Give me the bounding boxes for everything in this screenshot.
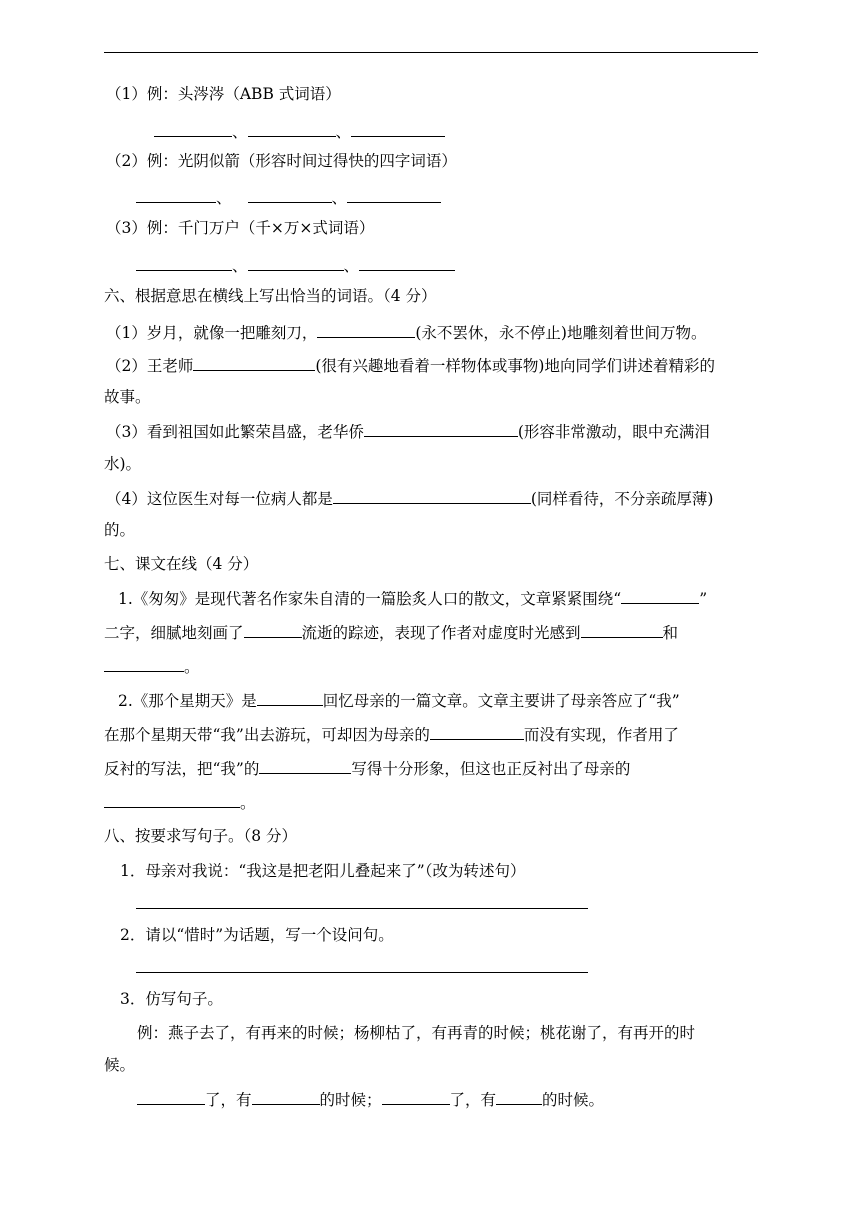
- s5-item-1: （1）例：头涔涔（ABB 式词语）: [106, 85, 341, 103]
- s7-p2-line2: 在那个星期天带“我”出去游玩，可却因为母亲的 而没有实现，作者用了: [104, 723, 679, 746]
- s8-q2: 2．请以“惜时”为话题，写一个设问句。: [120, 926, 394, 944]
- s7-p1-line2: 二字，细腻地刻画了 流逝的踪迹，表现了作者对虚度时光感到 和: [104, 621, 678, 644]
- s8-example-line2: 候。: [104, 1056, 136, 1074]
- blank[interactable]: [244, 621, 302, 638]
- blank[interactable]: [154, 120, 232, 137]
- s5-item-3: （3）例：千门万户（千×万×式词语）: [106, 219, 375, 237]
- s5-item-2: （2）例：光阴似箭（形容时间过得快的四字词语）: [106, 152, 457, 170]
- blank[interactable]: [248, 120, 336, 137]
- s8-imitation-line: 了，有 的时候； 了，有 的时候。: [137, 1088, 604, 1111]
- s7-p2-line4: 。: [104, 791, 256, 814]
- blank[interactable]: [364, 420, 518, 437]
- s8-q1-answer-line[interactable]: [136, 908, 588, 909]
- blank[interactable]: [259, 757, 351, 774]
- s7-p1-line1: 1.《匆匆》是现代著名作家朱自清的一篇脍炙人口的散文，文章紧紧围绕“ ”: [118, 587, 707, 610]
- blank[interactable]: [351, 120, 445, 137]
- s6-title: 六、根据意思在横线上写出恰当的词语。（4 分）: [104, 287, 437, 305]
- s7-p2-line1: 2.《那个星期天》是 回忆母亲的一篇文章。文章主要讲了母亲答应了“我”: [118, 689, 680, 712]
- s8-q2-answer-line[interactable]: [136, 972, 588, 973]
- s6-q3: （3）看到祖国如此繁荣昌盛，老华侨 (形容非常激动，眼中充满泪: [106, 420, 710, 443]
- blank[interactable]: [496, 1088, 542, 1105]
- s6-q2: （2）王老师 (很有兴趣地看着一样物体或事物)地向同学们讲述着精彩的: [106, 354, 715, 377]
- blank[interactable]: [333, 487, 531, 504]
- s6-q4-cont: 的。: [104, 521, 136, 539]
- blank[interactable]: [581, 621, 663, 638]
- s8-example-line1: 例：燕子去了，有再来的时候；杨柳枯了，有再青的时候；桃花谢了，有再开的时: [137, 1024, 696, 1042]
- blank[interactable]: [621, 587, 699, 604]
- blank[interactable]: [137, 1088, 205, 1105]
- s7-title: 七、课文在线（4 分）: [104, 555, 259, 573]
- blank[interactable]: [347, 186, 441, 203]
- blank[interactable]: [317, 321, 415, 338]
- blank[interactable]: [359, 254, 455, 271]
- blank[interactable]: [136, 254, 232, 271]
- blank[interactable]: [248, 254, 344, 271]
- s6-q3-cont: 水)。: [104, 455, 142, 473]
- s6-q2-cont: 故事。: [104, 388, 151, 406]
- blank[interactable]: [382, 1088, 450, 1105]
- s7-p2-line3: 反衬的写法，把“我”的 写得十分形象，但这也正反衬出了母亲的: [104, 757, 630, 780]
- s8-q1: 1．母亲对我说：“我这是把老阳儿叠起来了”（改为转述句）: [120, 862, 526, 880]
- s5-item-3-blanks: 、 、: [136, 254, 455, 277]
- blank[interactable]: [136, 186, 216, 203]
- header-rule: [104, 52, 758, 53]
- s5-item-2-blanks: 、 、: [136, 186, 441, 209]
- blank[interactable]: [104, 791, 240, 808]
- s7-p1-line3: 。: [104, 655, 200, 678]
- s5-item-1-blanks: 、 、: [154, 120, 445, 143]
- s6-q4: （4）这位医生对每一位病人都是 (同样看待，不分亲疏厚薄): [106, 487, 713, 510]
- s8-title: 八、按要求写句子。（8 分）: [104, 827, 298, 845]
- s8-q3: 3．仿写句子。: [120, 990, 223, 1008]
- blank[interactable]: [193, 354, 315, 371]
- blank[interactable]: [430, 723, 524, 740]
- blank[interactable]: [248, 186, 332, 203]
- blank[interactable]: [252, 1088, 320, 1105]
- blank[interactable]: [104, 655, 184, 672]
- s6-q1: （1）岁月，就像一把雕刻刀， (永不罢休，永不停止)地雕刻着世间万物。: [106, 321, 706, 344]
- blank[interactable]: [257, 689, 323, 706]
